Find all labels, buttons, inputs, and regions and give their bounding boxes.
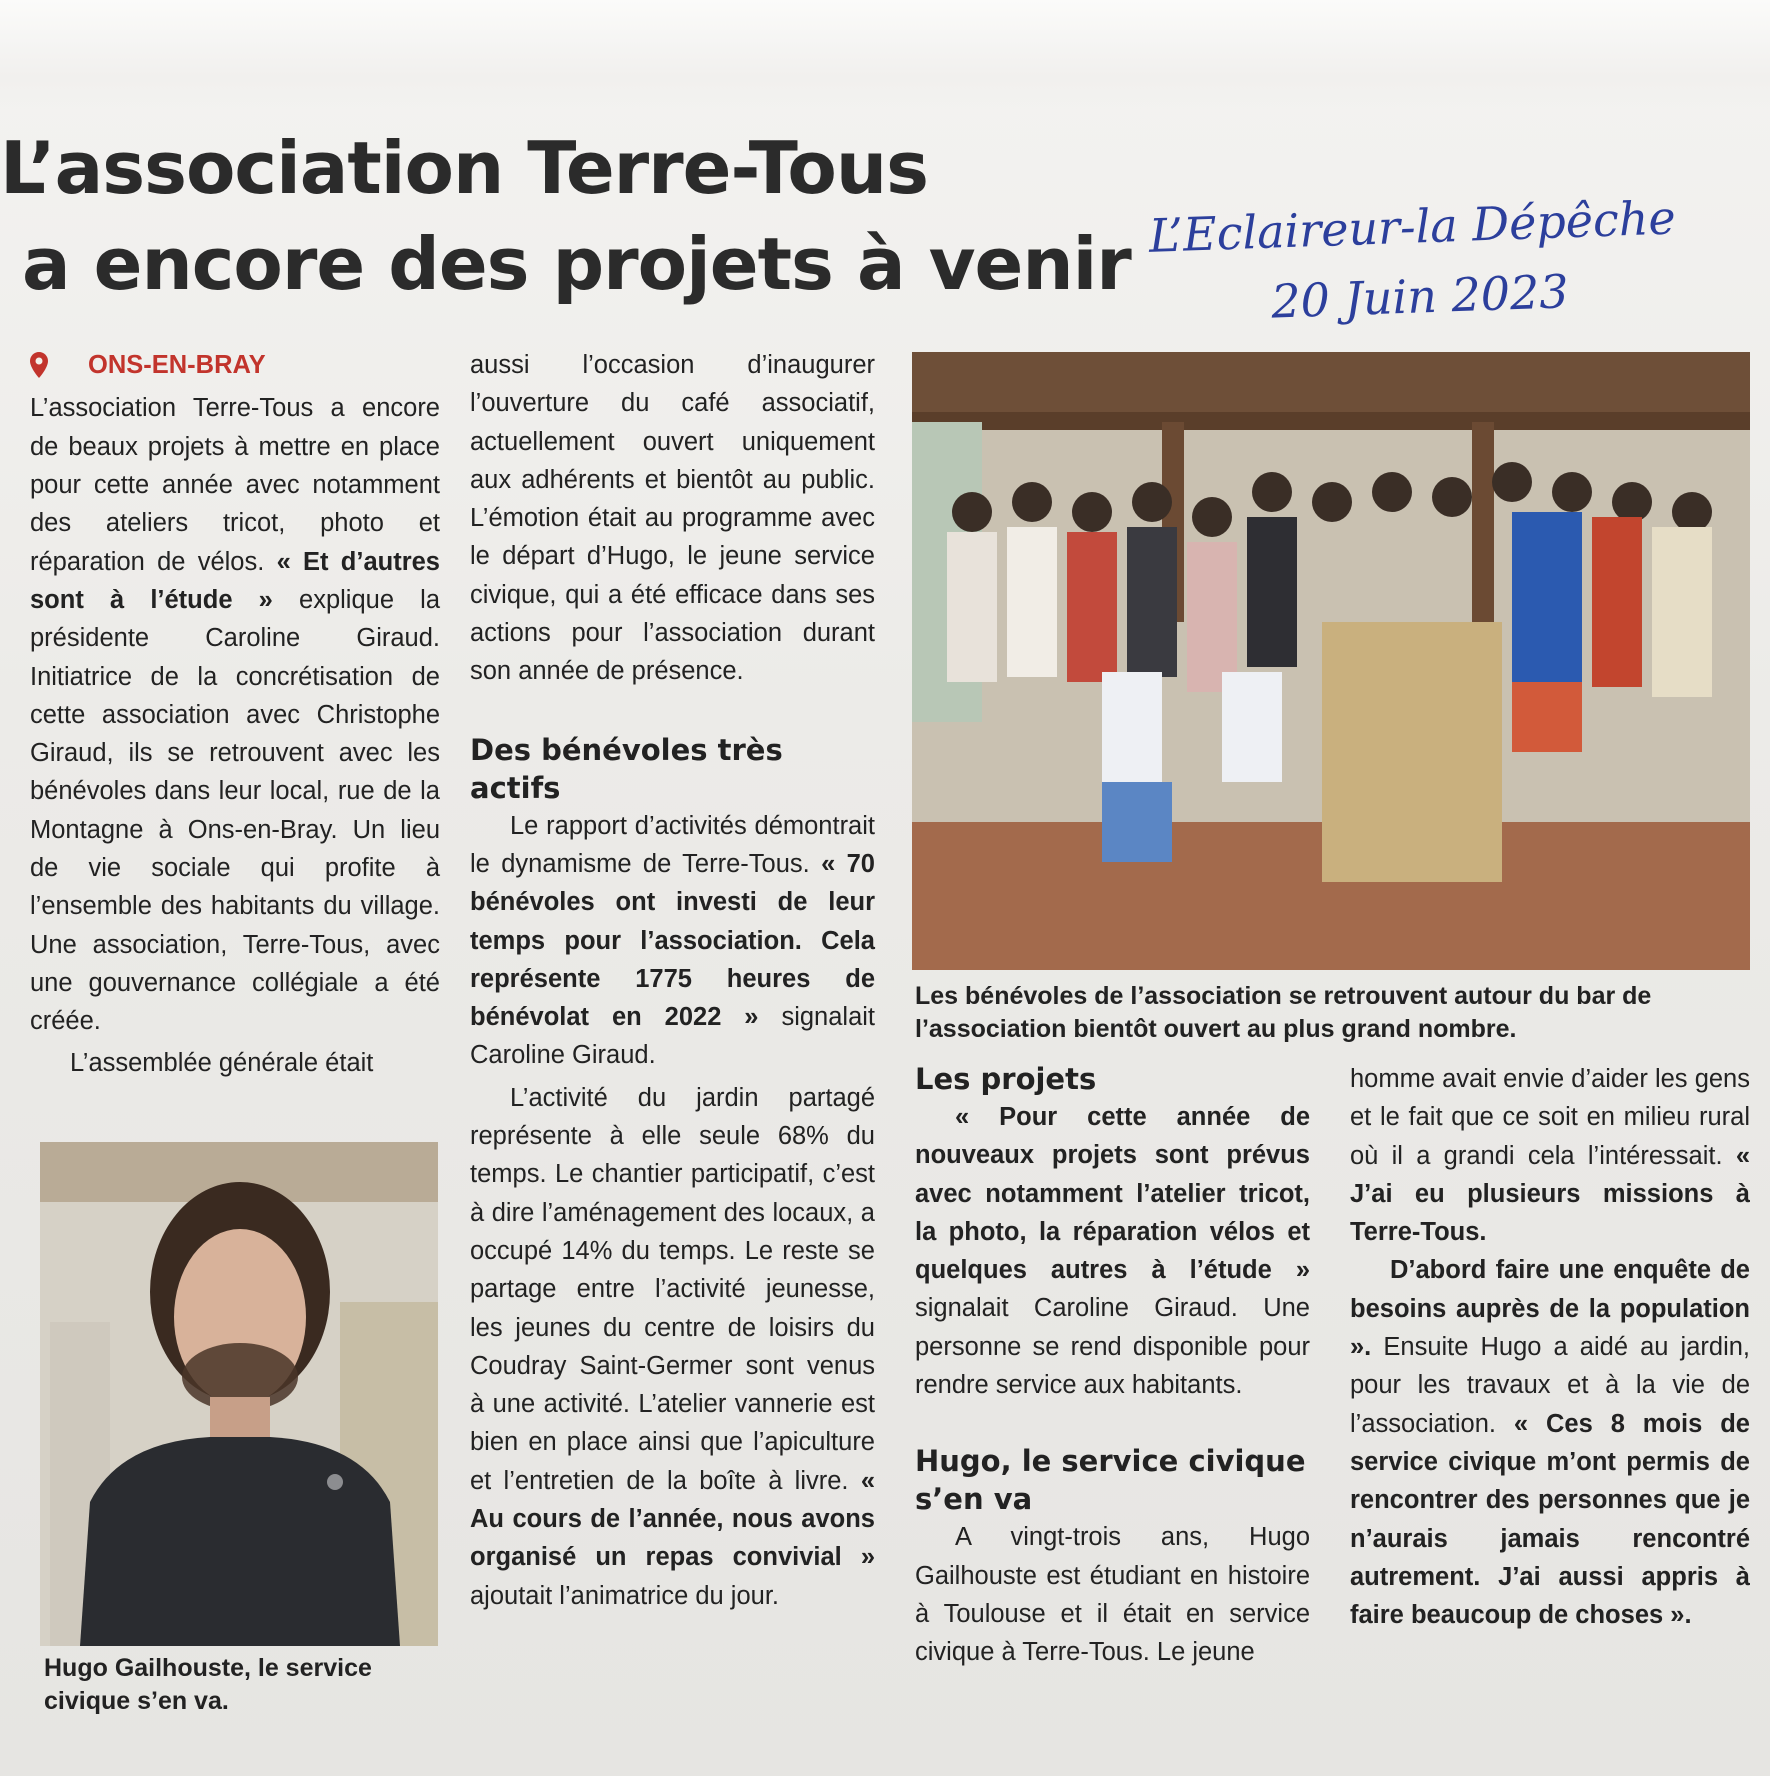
col4-quote-2: D’abord faire une enquête de besoins auprès de la population ». — [1350, 1256, 1750, 1362]
paper-fold-shadow — [0, 0, 1770, 110]
article-headline — [0, 120, 1131, 312]
group-photo-caption: Les bénévoles de l’association se retrouvent autour du bar de l’association bientôt ouvert au plus grand nombre. — [915, 982, 1652, 1043]
volunteers-group-photo — [912, 352, 1750, 970]
col2-paragraph-2: Le rapport d’activités démontrait le dynamisme de Terre-Tous. — [470, 811, 875, 878]
col3-quote-1: « Pour cette année de nouveaux projets sont prévus avec notamment l’atelier tricot, la photo, la réparation vélos et quelques autres à l’étude » — [915, 1103, 1310, 1285]
col1-paragraph-1-rest: explique la présidente Caroline Giraud. Initiatrice de la concrétisation de cette association avec Christophe Giraud, ils se retrouvent avec les bénévoles dans leur local, rue de la Montagne à Ons-en-Bray. Un lieu de vie sociale qui profite à l’ensemble des habitants du village. Une association, Terre-Tous, avec une gouvernance collégiale a été créée. — [30, 585, 441, 1036]
group-photo-illustration — [912, 352, 1750, 970]
article-column-4 — [1350, 1060, 1750, 1634]
headline-line-1: L’association Terre-Tous — [0, 126, 928, 210]
col4-quote-3: « Ces 8 mois de service civique m’ont permis de rencontrer des personnes que je n’aurais jamais rencontré autrement. J’ai aussi appris à faire beaucoup de choses ». — [1350, 1409, 1750, 1630]
col1-quote-1: « Et d’autres sont à l’étude » — [30, 547, 440, 614]
col2-paragraph-2-rest: signalait Caroline Giraud. — [470, 1003, 875, 1070]
location-dateline — [30, 346, 266, 384]
article-column-3 — [915, 1060, 1310, 1672]
subhead-benevoles: Des bénévoles très actifs — [470, 732, 783, 805]
col4-paragraph-2-rest: Ensuite Hugo a aidé au jardin, pour les travaux et à la vie de l’association. — [1350, 1333, 1750, 1438]
handwritten-date: 20 Juin 2023 — [1270, 264, 1570, 329]
handwritten-source-note — [1148, 179, 1770, 341]
col2-paragraph-3: L’activité du jardin partagé représente à elle seule 68% du temps. Le chantier participatif, c’est à dire l’aménagement des locaux, a occupé 14% du temps. Le reste se partage entre l’activité jeunesse, les jeunes du centre de loisirs du Coudray Saint-Germer sont venus à une activité. L’atelier vannerie est bien en place ainsi que l’apiculture et l’entretien de la boîte à livre. — [470, 1083, 875, 1495]
subhead-projets: Les projets — [915, 1062, 1097, 1096]
hugo-photo-illustration — [40, 1142, 438, 1646]
col1-paragraph-1: L’association Terre-Tous a encore de beaux projets à mettre en place pour cette année avec notamment des ateliers tricot, photo et réparation de vélos. — [30, 394, 440, 576]
col2-quote-2: « Au cours de l’année, nous avons organisé un repas convivial » — [470, 1466, 875, 1572]
location-label: ONS-EN-BRAY — [88, 351, 266, 379]
hugo-portrait-photo — [40, 1142, 438, 1646]
hugo-photo-caption: Hugo Gailhouste, le service civique s’en va. — [44, 1654, 372, 1715]
col3-paragraph-1-rest: signalait Caroline Giraud. Une personne se rend disponible pour rendre service aux habitants. — [915, 1294, 1310, 1400]
col1-paragraph-2: L’assemblée générale était — [70, 1049, 374, 1078]
handwritten-source: L’Eclaireur-la Dépêche — [1148, 190, 1677, 263]
col4-paragraph-1: homme avait envie d’aider les gens et le fait que ce soit en milieu rural où il a grandi cela l’intéressait. — [1350, 1065, 1750, 1170]
article-column-1 — [30, 346, 440, 1083]
map-pin-icon — [30, 352, 48, 378]
col4-quote-1: « J’ai eu plusieurs missions à Terre-Tous. — [1350, 1141, 1750, 1247]
headline-line-2: a encore des projets à venir — [22, 222, 1131, 306]
col3-paragraph-2: A vingt-trois ans, Hugo Gailhouste est étudiant en histoire à Toulouse et il était en service civique à Terre-Tous. Le jeune — [915, 1523, 1310, 1667]
article-column-2 — [470, 346, 875, 1615]
col2-paragraph-1: aussi l’occasion d’inaugurer l’ouverture du café associatif, actuellement ouvert uniquement aux adhérents et bientôt au public. L’émotion était au programme avec le départ d’Hugo, le jeune service civique, qui a été efficace dans ses actions pour l’association durant son année de présence. — [470, 351, 875, 686]
subhead-hugo: Hugo, le service civique s’en va — [915, 1444, 1306, 1517]
col2-quote-1: « 70 bénévoles ont investi de leur temps pour l’association. Cela représente 1775 heures de bénévolat en 2022 » — [470, 849, 875, 1032]
col2-paragraph-3-rest: ajoutait l’animatrice du jour. — [470, 1581, 780, 1610]
